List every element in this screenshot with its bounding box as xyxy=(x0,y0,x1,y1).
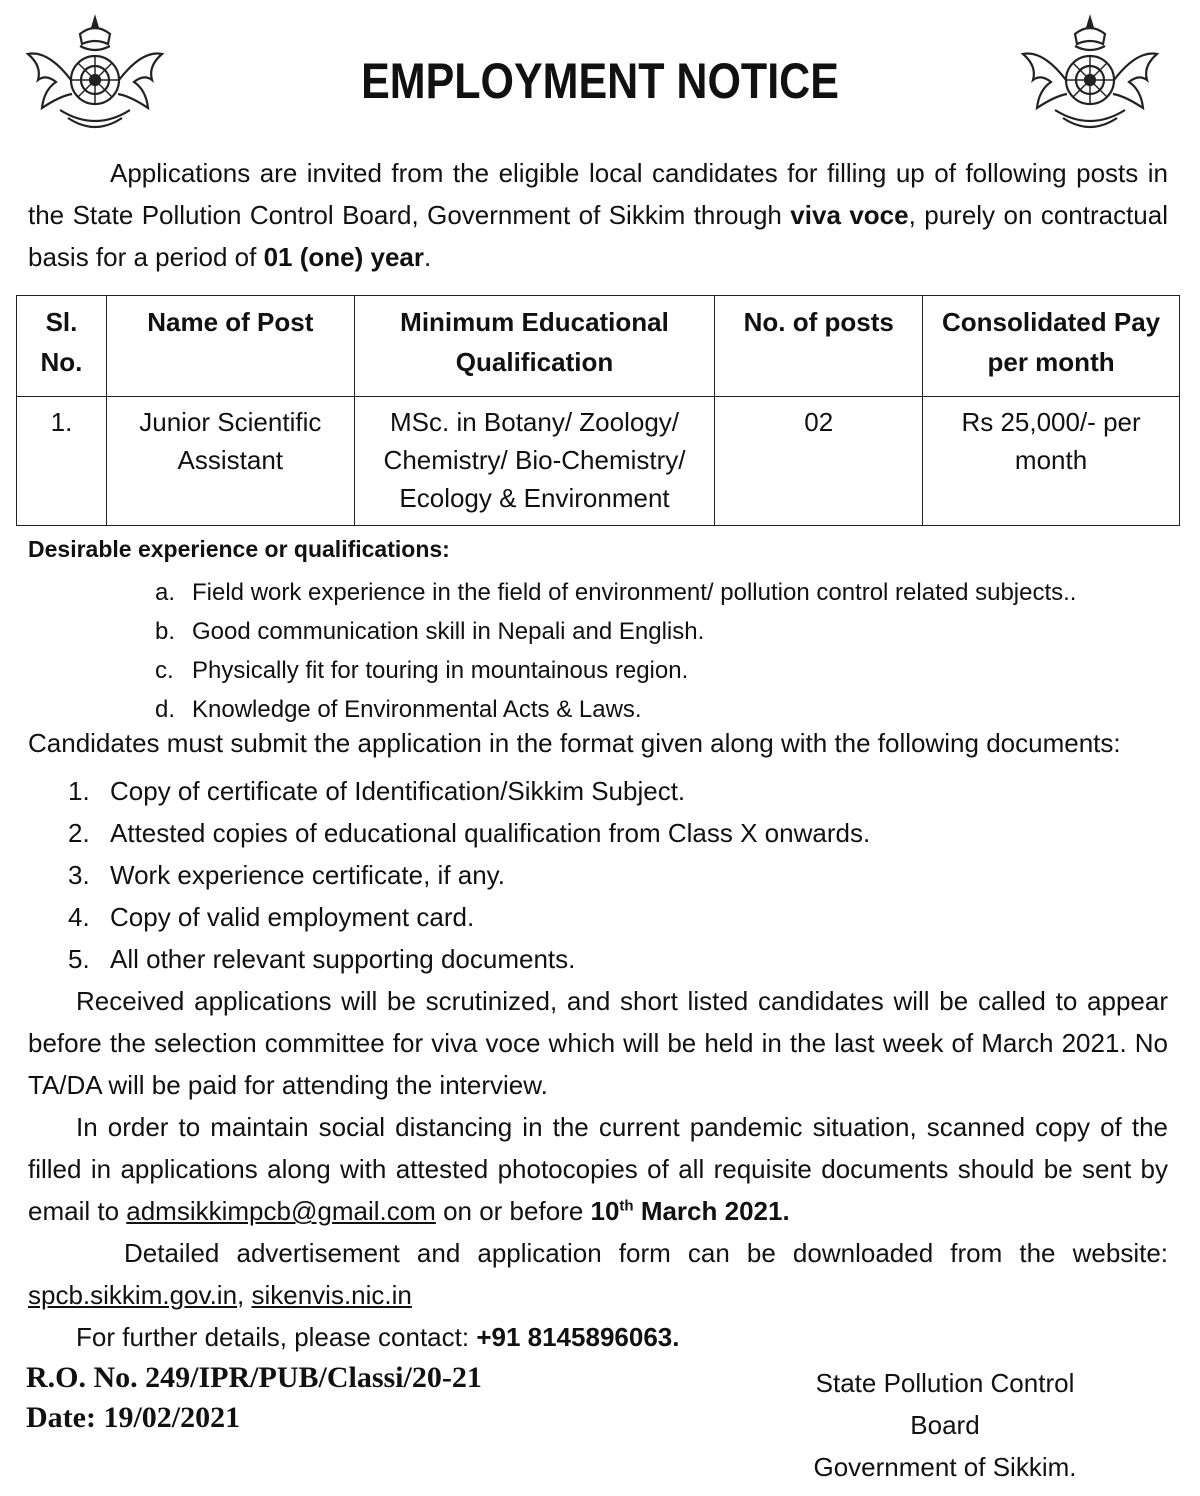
list-marker: d. xyxy=(155,696,176,723)
list-item xyxy=(68,896,870,938)
list-text: Good communication skill in Nepali and English. xyxy=(192,618,705,645)
list-marker: a. xyxy=(155,579,176,606)
contact-label: For further details, please contact: xyxy=(76,1322,477,1352)
list-text: Knowledge of Environmental Acts & Laws. xyxy=(192,696,642,723)
list-marker: 5. xyxy=(68,944,90,974)
list-text: Attested copies of educational qualification from Class X onwards. xyxy=(110,818,871,848)
list-text: Work experience certificate, if any. xyxy=(110,860,505,890)
deadline-day: 10 xyxy=(590,1196,620,1226)
selection-paragraph: Received applications will be scrutinized, and short listed candidates will be called to appear before the selection committee for viva voce which will be held in the last week of March 2021. No TA/DA will be paid for attending the interview. xyxy=(28,986,1168,1100)
deadline-month-year: March 2021. xyxy=(633,1196,790,1226)
table-row xyxy=(17,397,1180,526)
website-text: Detailed advertisement and application form can be downloaded from the website: xyxy=(124,1238,1168,1268)
intro-viva-voce: viva voce xyxy=(790,200,909,230)
list-item xyxy=(68,854,870,896)
contact-paragraph xyxy=(76,1316,1166,1358)
release-order-date: Date: 19/02/2021 xyxy=(26,1401,241,1434)
intro-period: 01 (one) year xyxy=(263,242,424,272)
documents-intro: Candidates must submit the application in the format given along with the following documents: xyxy=(28,728,1121,758)
intro-paragraph xyxy=(28,152,1168,278)
list-text: Copy of valid employment card. xyxy=(110,902,475,932)
email-text-1: In order to maintain social distancing in the current pandemic situation, scanned copy of the filled in applications along with attested photocopies of all requisite documents should be sent by email to xyxy=(28,1112,1168,1226)
list-item xyxy=(68,770,870,812)
list-item xyxy=(155,690,1076,729)
desirable-heading: Desirable experience or qualifications: xyxy=(28,536,450,562)
list-item xyxy=(68,812,870,854)
header-sl-no: Sl. No. xyxy=(17,296,107,397)
list-item xyxy=(68,938,870,980)
email-link[interactable]: admsikkimpcb@gmail.com xyxy=(126,1196,436,1226)
list-text: All other relevant supporting documents. xyxy=(110,944,576,974)
website-paragraph xyxy=(28,1232,1168,1316)
cell-sl-no: 1. xyxy=(17,397,107,526)
website-link-spcb[interactable]: spcb.sikkim.gov.in xyxy=(28,1280,238,1310)
cell-pay: Rs 25,000/- per month xyxy=(923,397,1180,526)
email-paragraph xyxy=(28,1106,1168,1232)
issuer-org: State Pollution Control Board xyxy=(815,1368,1075,1440)
list-text: Copy of certificate of Identification/Sikkim Subject. xyxy=(110,776,686,806)
list-marker: 4. xyxy=(68,902,90,932)
deadline-date xyxy=(591,1196,790,1226)
issuer-government: Government of Sikkim. xyxy=(813,1452,1077,1482)
list-item xyxy=(155,651,1076,690)
list-item xyxy=(155,612,1076,651)
release-order-number: R.O. No. 249/IPR/PUB/Classi/20-21 xyxy=(26,1361,482,1394)
documents-list xyxy=(68,770,870,980)
cell-name-of-post: Junior Scientific Assistant xyxy=(106,397,354,526)
cell-no-of-posts: 02 xyxy=(715,397,923,526)
table-header-row xyxy=(17,296,1180,397)
header-qualification: Minimum Educational Qualification xyxy=(354,296,715,397)
list-marker: 1. xyxy=(68,776,90,806)
posts-table xyxy=(16,295,1180,526)
list-marker: b. xyxy=(155,618,176,645)
deadline-day-suffix: th xyxy=(619,1197,634,1215)
intro-text-1: Applications are invited from the eligible local candidates for filling up of following posts in the State Pollution Control Board, Government of Sikkim through xyxy=(28,158,1168,230)
list-marker: c. xyxy=(155,657,174,684)
list-marker: 2. xyxy=(68,818,90,848)
list-marker: 3. xyxy=(68,860,90,890)
header-pay: Consolidated Pay per month xyxy=(923,296,1180,397)
list-text: Physically fit for touring in mountainous region. xyxy=(192,657,689,684)
list-item xyxy=(155,573,1076,612)
website-separator: , xyxy=(237,1280,252,1310)
intro-text-3: . xyxy=(423,242,432,272)
contact-phone: +91 8145896063. xyxy=(476,1322,680,1352)
release-order-block xyxy=(26,1358,482,1438)
website-link-sikenvis[interactable]: sikenvis.nic.in xyxy=(251,1280,412,1310)
email-text-2: on or before xyxy=(435,1196,591,1226)
issuer-block xyxy=(780,1362,1110,1488)
desirable-list xyxy=(155,573,1076,729)
intro-text-2: , purely on contractual basis for a period of xyxy=(28,200,1169,272)
page-title: EMPLOYMENT NOTICE xyxy=(361,53,839,109)
list-text: Field work experience in the field of environment/ pollution control related subjects.. xyxy=(192,579,1077,606)
header-name-of-post: Name of Post xyxy=(106,296,354,397)
cell-qualification: MSc. in Botany/ Zoology/ Chemistry/ Bio-Chemistry/ Ecology & Environment xyxy=(354,397,715,526)
header-no-of-posts: No. of posts xyxy=(715,296,923,397)
